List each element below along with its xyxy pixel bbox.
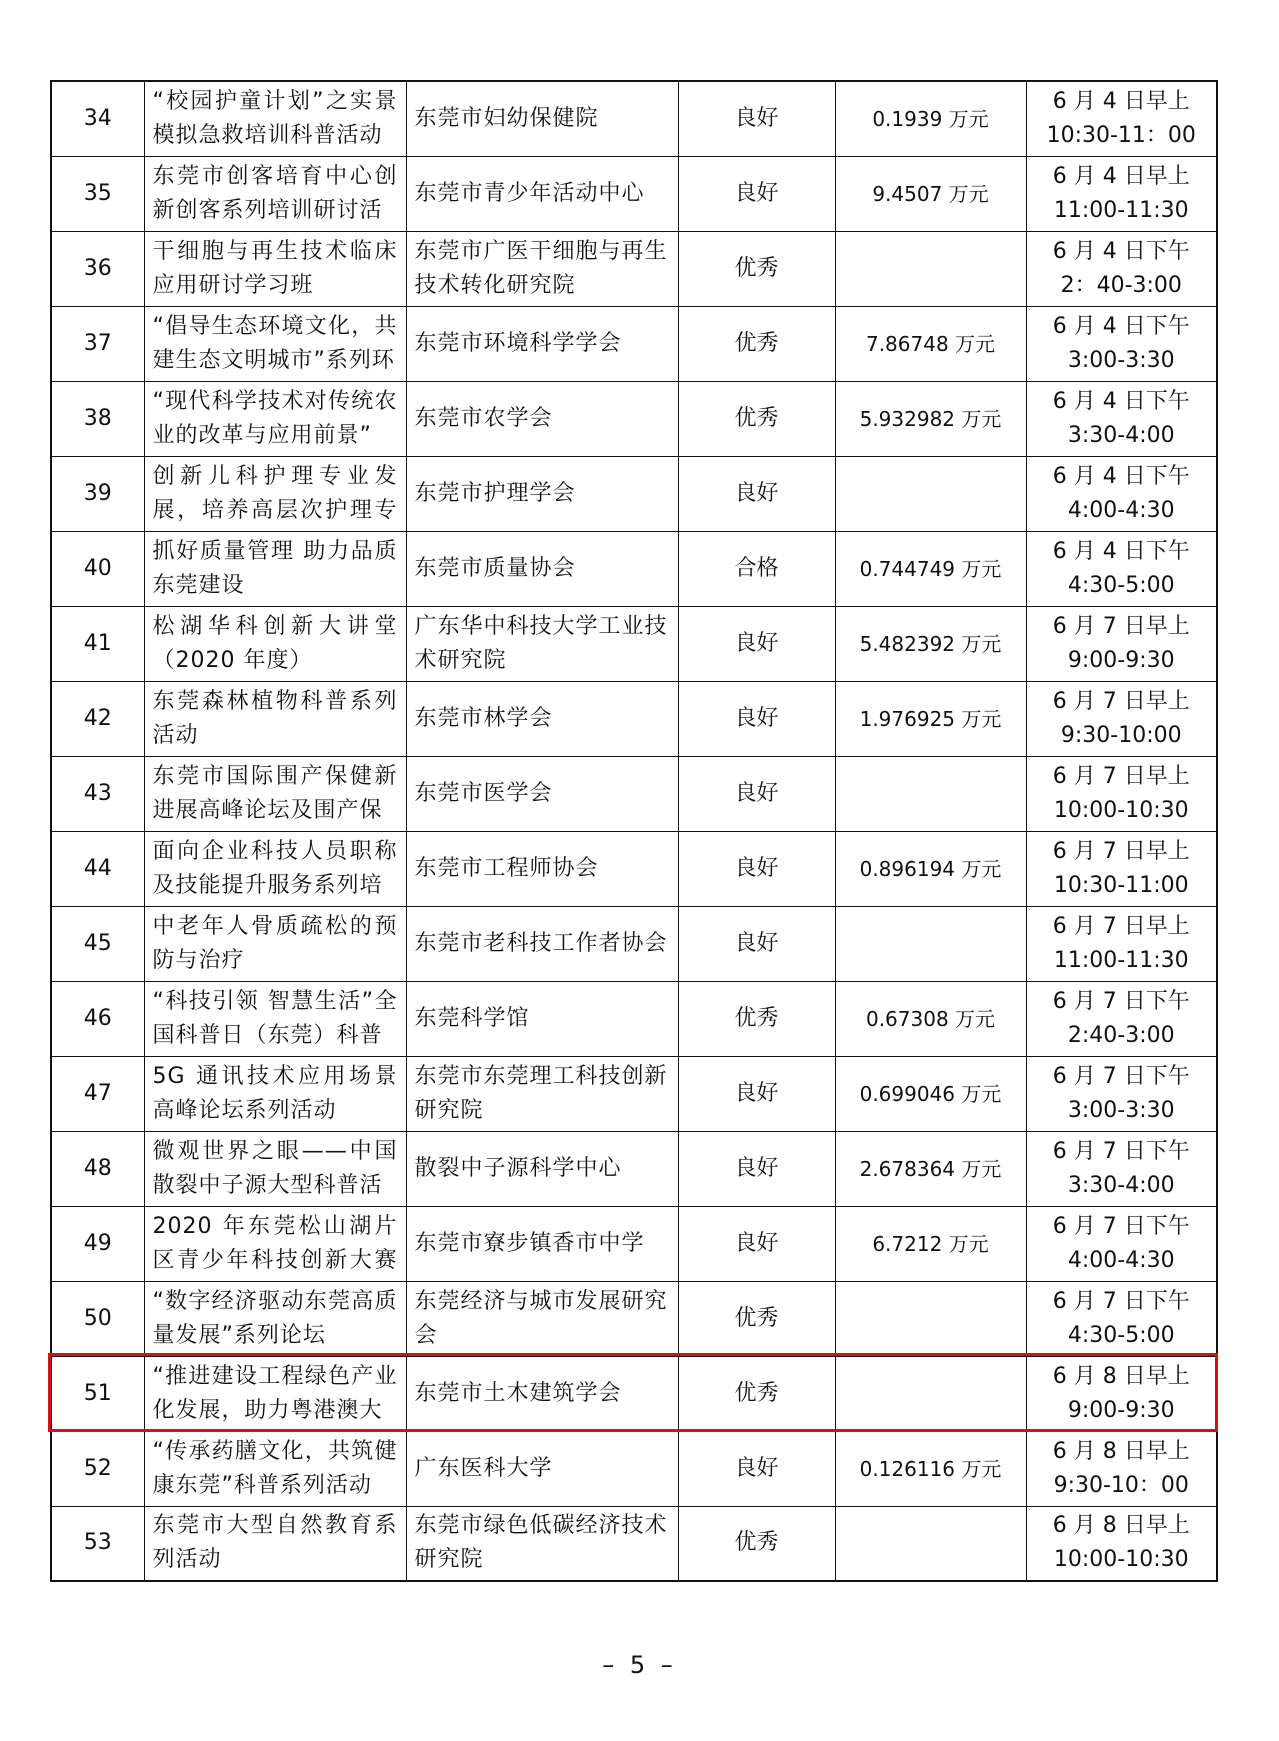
activity-title-cell <box>144 531 406 606</box>
schedule-slot-text: 9:00-9:30 <box>1067 1397 1175 1423</box>
funding-amount-cell: 0.896194 万元 <box>835 831 1026 906</box>
organizer-cell: 东莞市质量协会 <box>406 531 678 606</box>
row-number-cell: 49 <box>51 1206 144 1281</box>
schedule-slot-text: 2：40-3:00 <box>1060 272 1182 298</box>
organizer-cell: 广东医科大学 <box>406 1431 678 1506</box>
organizer-cell: 东莞市土木建筑学会 <box>406 1356 678 1431</box>
funding-amount-cell <box>835 1356 1026 1431</box>
activity-title-text: 东莞森林植物科普系列活动 <box>152 688 398 748</box>
rating-cell: 良好 <box>678 756 835 831</box>
schedule-time-cell <box>1026 606 1217 681</box>
schedule-date-text: 6 月 7 日下午 <box>1052 1288 1190 1314</box>
rating-cell: 良好 <box>678 606 835 681</box>
rating-cell: 良好 <box>678 1056 835 1131</box>
schedule-time-cell <box>1026 531 1217 606</box>
schedule-slot-text: 11:00-11:30 <box>1053 947 1189 973</box>
schedule-time-cell <box>1026 1281 1217 1356</box>
schedule-time-cell <box>1026 1206 1217 1281</box>
organizer-cell: 东莞市护理学会 <box>406 456 678 531</box>
organizer-cell: 东莞市广医干细胞与再生技术转化研究院 <box>406 231 678 306</box>
activity-title-cell <box>144 1506 406 1581</box>
schedule-date-text: 6 月 7 日下午 <box>1052 988 1190 1014</box>
schedule-date-text: 6 月 7 日早上 <box>1052 838 1190 864</box>
funding-amount-cell <box>835 906 1026 981</box>
row-number-cell: 44 <box>51 831 144 906</box>
schedule-time-cell <box>1026 306 1217 381</box>
table-row <box>51 381 1217 456</box>
activity-title-text: 干细胞与再生技术临床应用研讨学习班 <box>152 238 398 298</box>
funding-amount-cell: 1.976925 万元 <box>835 681 1026 756</box>
activity-title-text: 东莞市创客培育中心创新创客系列培训研讨活 <box>152 163 398 223</box>
row-number-cell: 51 <box>51 1356 144 1431</box>
funding-amount-cell: 0.699046 万元 <box>835 1056 1026 1131</box>
activity-title-cell <box>144 1131 406 1206</box>
row-number-cell: 53 <box>51 1506 144 1581</box>
activity-table <box>50 80 1218 1582</box>
organizer-cell: 东莞市妇幼保健院 <box>406 81 678 156</box>
schedule-date-text: 6 月 4 日下午 <box>1052 238 1190 264</box>
activity-title-text: 5G 通讯技术应用场景高峰论坛系列活动 <box>152 1063 398 1123</box>
schedule-date-text: 6 月 4 日早上 <box>1052 88 1190 114</box>
rating-cell: 良好 <box>678 831 835 906</box>
row-number-cell: 35 <box>51 156 144 231</box>
table-row <box>51 756 1217 831</box>
rating-cell: 优秀 <box>678 306 835 381</box>
rating-cell: 优秀 <box>678 981 835 1056</box>
organizer-cell: 东莞市东莞理工科技创新研究院 <box>406 1056 678 1131</box>
rating-cell: 优秀 <box>678 1506 835 1581</box>
schedule-time-cell <box>1026 1431 1217 1506</box>
activity-title-cell <box>144 681 406 756</box>
organizer-cell: 散裂中子源科学中心 <box>406 1131 678 1206</box>
rating-cell: 良好 <box>678 456 835 531</box>
row-number-cell: 43 <box>51 756 144 831</box>
table-row <box>51 1131 1217 1206</box>
schedule-slot-text: 10:30-11：00 <box>1046 122 1196 148</box>
activity-title-text: 中老年人骨质疏松的预防与治疗 <box>152 913 398 973</box>
activity-title-cell <box>144 1431 406 1506</box>
schedule-time-cell <box>1026 231 1217 306</box>
activity-title-cell <box>144 606 406 681</box>
table-row <box>51 606 1217 681</box>
schedule-slot-text: 10:00-10:30 <box>1053 797 1189 823</box>
row-number-cell: 42 <box>51 681 144 756</box>
row-number-cell: 39 <box>51 456 144 531</box>
schedule-date-text: 6 月 7 日下午 <box>1052 1213 1190 1239</box>
activity-title-cell <box>144 1356 406 1431</box>
activity-title-cell <box>144 831 406 906</box>
funding-amount-cell: 2.678364 万元 <box>835 1131 1026 1206</box>
row-number-cell: 36 <box>51 231 144 306</box>
row-number-cell: 41 <box>51 606 144 681</box>
activity-title-cell <box>144 981 406 1056</box>
table-row <box>51 1506 1217 1581</box>
schedule-time-cell <box>1026 981 1217 1056</box>
rating-cell: 良好 <box>678 681 835 756</box>
funding-amount-cell <box>835 1281 1026 1356</box>
funding-amount-cell: 9.4507 万元 <box>835 156 1026 231</box>
rating-cell: 良好 <box>678 1431 835 1506</box>
organizer-cell: 东莞市林学会 <box>406 681 678 756</box>
funding-amount-cell <box>835 756 1026 831</box>
schedule-time-cell <box>1026 906 1217 981</box>
activity-title-text: 创新儿科护理专业发展，培养高层次护理专 <box>152 463 398 523</box>
activity-title-text: 松湖华科创新大讲堂（2020 年度） <box>152 613 398 673</box>
activity-title-cell <box>144 1281 406 1356</box>
organizer-cell: 东莞市工程师协会 <box>406 831 678 906</box>
schedule-date-text: 6 月 4 日下午 <box>1052 313 1190 339</box>
schedule-time-cell <box>1026 1356 1217 1431</box>
schedule-slot-text: 4:30-5:00 <box>1067 572 1175 598</box>
schedule-date-text: 6 月 7 日早上 <box>1052 913 1190 939</box>
schedule-time-cell <box>1026 456 1217 531</box>
rating-cell: 良好 <box>678 1131 835 1206</box>
table-row <box>51 81 1217 156</box>
activity-title-cell <box>144 1206 406 1281</box>
table-row <box>51 681 1217 756</box>
schedule-slot-text: 9:30-10：00 <box>1053 1472 1189 1498</box>
schedule-date-text: 6 月 8 日早上 <box>1052 1513 1190 1539</box>
activity-title-text: 东莞市国际围产保健新进展高峰论坛及围产保 <box>152 763 398 823</box>
row-number-cell: 46 <box>51 981 144 1056</box>
activity-title-text: “倡导生态环境文化，共建生态文明城市”系列环 <box>152 313 398 373</box>
schedule-slot-text: 3:00-3:30 <box>1067 1097 1175 1123</box>
schedule-slot-text: 4:00-4:30 <box>1067 1247 1175 1273</box>
table-row <box>51 1431 1217 1506</box>
funding-amount-cell: 6.7212 万元 <box>835 1206 1026 1281</box>
organizer-cell: 东莞市医学会 <box>406 756 678 831</box>
activity-title-text: 微观世界之眼——中国散裂中子源大型科普活 <box>152 1138 398 1198</box>
funding-amount-cell <box>835 1506 1026 1581</box>
schedule-slot-text: 9:30-10:00 <box>1060 722 1182 748</box>
organizer-cell: 东莞市农学会 <box>406 381 678 456</box>
funding-amount-cell <box>835 456 1026 531</box>
organizer-cell: 东莞市老科技工作者协会 <box>406 906 678 981</box>
row-number-cell: 52 <box>51 1431 144 1506</box>
activity-title-cell <box>144 456 406 531</box>
schedule-date-text: 6 月 4 日下午 <box>1052 388 1190 414</box>
table-row <box>51 231 1217 306</box>
activity-title-text: “推进建设工程绿色产业化发展，助力粤港澳大 <box>152 1363 398 1423</box>
organizer-cell: 东莞市青少年活动中心 <box>406 156 678 231</box>
schedule-slot-text: 10:00-10:30 <box>1053 1547 1189 1573</box>
schedule-date-text: 6 月 7 日早上 <box>1052 763 1190 789</box>
table-row <box>51 906 1217 981</box>
rating-cell: 优秀 <box>678 1356 835 1431</box>
funding-amount-cell: 0.1939 万元 <box>835 81 1026 156</box>
schedule-date-text: 6 月 4 日早上 <box>1052 163 1190 189</box>
row-number-cell: 40 <box>51 531 144 606</box>
rating-cell: 良好 <box>678 906 835 981</box>
activity-title-text: “科技引领 智慧生活”全国科普日（东莞）科普 <box>152 988 398 1048</box>
schedule-slot-text: 4:30-5:00 <box>1067 1322 1175 1348</box>
activity-title-text: “传承药膳文化，共筑健康东莞”科普系列活动 <box>152 1438 398 1498</box>
schedule-time-cell <box>1026 831 1217 906</box>
row-number-cell: 38 <box>51 381 144 456</box>
rating-cell: 优秀 <box>678 381 835 456</box>
activity-title-text: “数字经济驱动东莞高质量发展”系列论坛 <box>152 1288 398 1348</box>
organizer-cell: 东莞市环境科学学会 <box>406 306 678 381</box>
table-row <box>51 1206 1217 1281</box>
page-number: – 5 – <box>602 1651 677 1679</box>
activity-title-cell <box>144 381 406 456</box>
table-row <box>51 831 1217 906</box>
schedule-slot-text: 9:00-9:30 <box>1067 647 1175 673</box>
schedule-slot-text: 3:00-3:30 <box>1067 347 1175 373</box>
table-row <box>51 1056 1217 1131</box>
table-body <box>51 81 1217 1581</box>
table-row <box>51 531 1217 606</box>
row-number-cell: 45 <box>51 906 144 981</box>
table-row <box>51 306 1217 381</box>
funding-amount-cell: 0.744749 万元 <box>835 531 1026 606</box>
activity-title-text: 东莞市大型自然教育系列活动 <box>152 1513 398 1573</box>
activity-title-text: 2020 年东莞松山湖片区青少年科技创新大赛 <box>152 1213 398 1273</box>
table-row <box>51 1281 1217 1356</box>
schedule-time-cell <box>1026 756 1217 831</box>
schedule-date-text: 6 月 7 日下午 <box>1052 1138 1190 1164</box>
schedule-date-text: 6 月 8 日早上 <box>1052 1363 1190 1389</box>
row-number-cell: 50 <box>51 1281 144 1356</box>
row-number-cell: 48 <box>51 1131 144 1206</box>
schedule-slot-text: 4:00-4:30 <box>1067 497 1175 523</box>
table-row <box>51 456 1217 531</box>
funding-amount-cell: 0.126116 万元 <box>835 1431 1026 1506</box>
schedule-date-text: 6 月 7 日下午 <box>1052 1063 1190 1089</box>
organizer-cell: 广东华中科技大学工业技术研究院 <box>406 606 678 681</box>
rating-cell: 良好 <box>678 156 835 231</box>
schedule-slot-text: 11:00-11:30 <box>1053 197 1189 223</box>
activity-title-cell <box>144 306 406 381</box>
activity-title-cell <box>144 231 406 306</box>
table-row <box>51 981 1217 1056</box>
schedule-time-cell <box>1026 81 1217 156</box>
schedule-time-cell <box>1026 1506 1217 1581</box>
schedule-date-text: 6 月 4 日下午 <box>1052 463 1190 489</box>
schedule-time-cell <box>1026 1131 1217 1206</box>
organizer-cell: 东莞市绿色低碳经济技术研究院 <box>406 1506 678 1581</box>
funding-amount-cell: 5.932982 万元 <box>835 381 1026 456</box>
funding-amount-cell: 5.482392 万元 <box>835 606 1026 681</box>
schedule-slot-text: 2:40-3:00 <box>1067 1022 1175 1048</box>
schedule-slot-text: 3:30-4:00 <box>1067 422 1175 448</box>
organizer-cell: 东莞经济与城市发展研究会 <box>406 1281 678 1356</box>
activity-title-text: 面向企业科技人员职称及技能提升服务系列培 <box>152 838 398 898</box>
funding-amount-cell <box>835 231 1026 306</box>
schedule-slot-text: 10:30-11:00 <box>1053 872 1189 898</box>
rating-cell: 合格 <box>678 531 835 606</box>
rating-cell: 优秀 <box>678 1281 835 1356</box>
rating-cell: 优秀 <box>678 231 835 306</box>
activity-title-cell <box>144 156 406 231</box>
row-number-cell: 37 <box>51 306 144 381</box>
activity-title-cell <box>144 756 406 831</box>
activity-title-cell <box>144 81 406 156</box>
activity-title-cell <box>144 906 406 981</box>
activity-title-text: “现代科学技术对传统农业的改革与应用前景” <box>152 388 398 448</box>
table-row <box>51 156 1217 231</box>
rating-cell: 良好 <box>678 1206 835 1281</box>
organizer-cell: 东莞科学馆 <box>406 981 678 1056</box>
funding-amount-cell: 7.86748 万元 <box>835 306 1026 381</box>
rating-cell: 良好 <box>678 81 835 156</box>
schedule-time-cell <box>1026 1056 1217 1131</box>
activity-title-cell <box>144 1056 406 1131</box>
schedule-date-text: 6 月 4 日下午 <box>1052 538 1190 564</box>
schedule-slot-text: 3:30-4:00 <box>1067 1172 1175 1198</box>
row-number-cell: 47 <box>51 1056 144 1131</box>
schedule-date-text: 6 月 7 日早上 <box>1052 613 1190 639</box>
activity-title-text: 抓好质量管理 助力品质东莞建设 <box>152 538 398 598</box>
schedule-time-cell <box>1026 156 1217 231</box>
schedule-time-cell <box>1026 381 1217 456</box>
schedule-time-cell <box>1026 681 1217 756</box>
table-row <box>51 1356 1217 1431</box>
schedule-date-text: 6 月 8 日早上 <box>1052 1438 1190 1464</box>
row-number-cell: 34 <box>51 81 144 156</box>
activity-title-text: “校园护童计划”之实景模拟急救培训科普活动 <box>152 88 398 148</box>
organizer-cell: 东莞市寮步镇香市中学 <box>406 1206 678 1281</box>
schedule-date-text: 6 月 7 日早上 <box>1052 688 1190 714</box>
funding-amount-cell: 0.67308 万元 <box>835 981 1026 1056</box>
